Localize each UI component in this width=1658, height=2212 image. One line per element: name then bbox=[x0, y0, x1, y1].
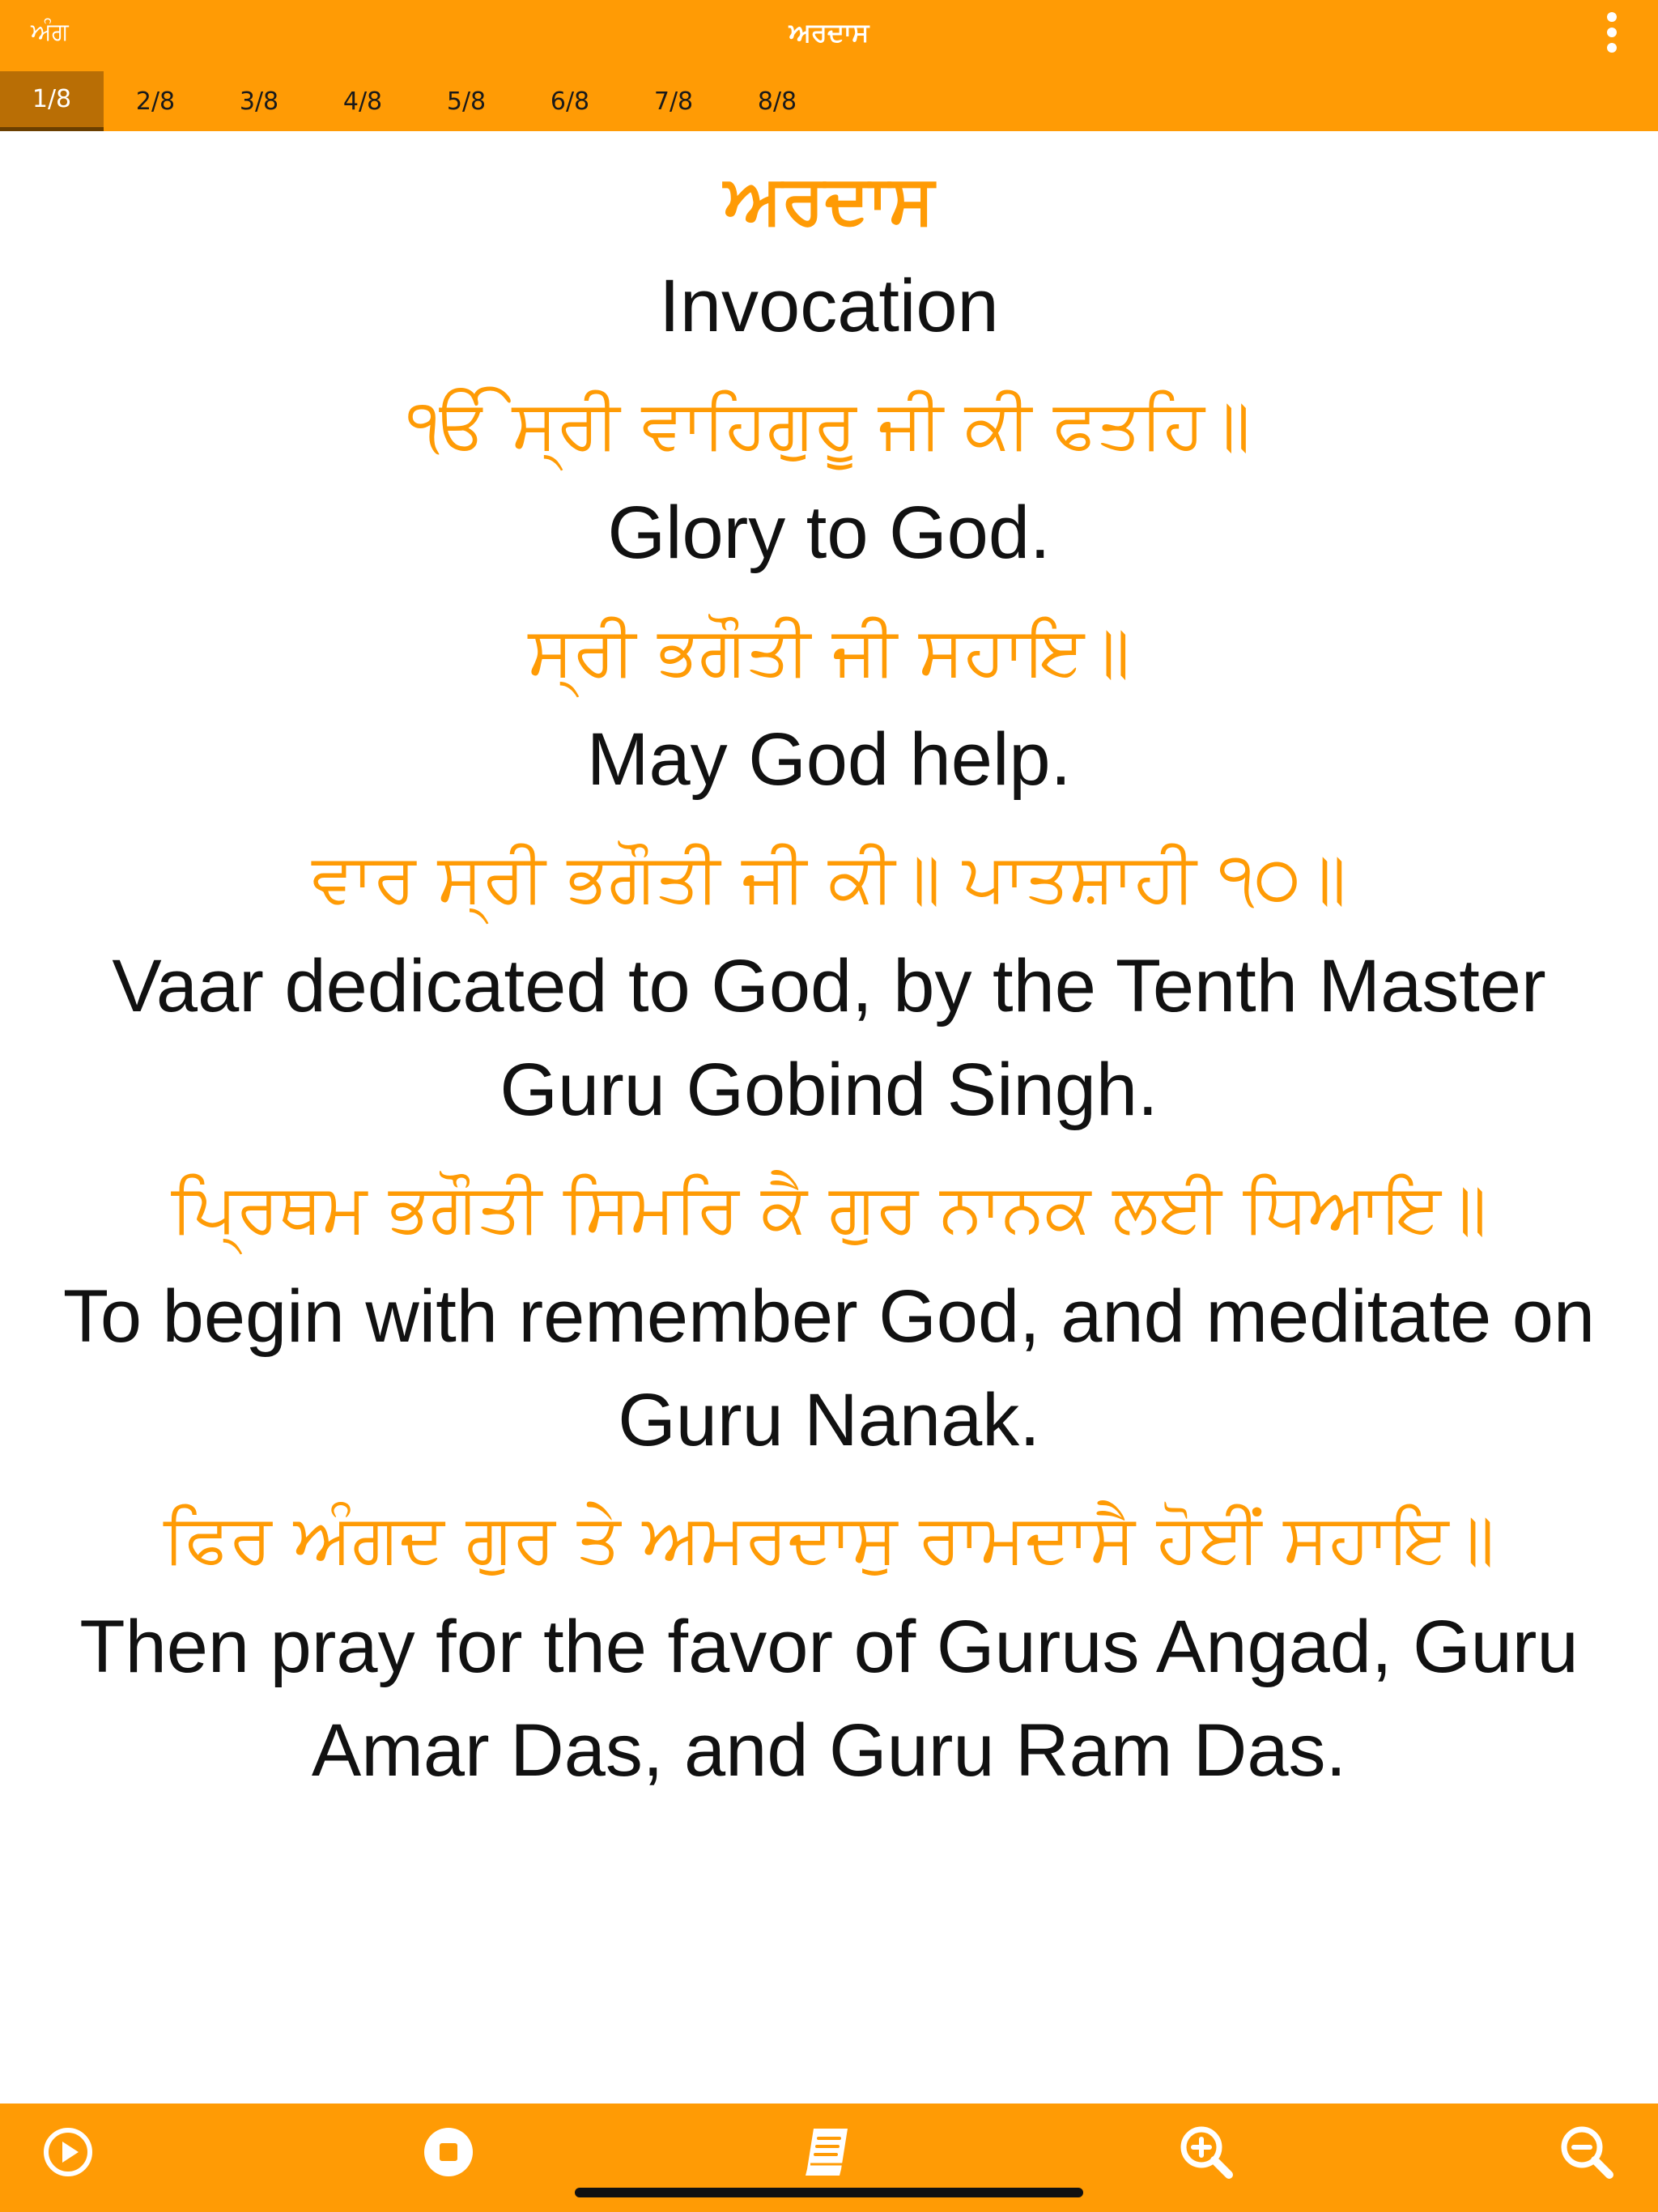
top-app-bar bbox=[0, 0, 1658, 71]
page-tabs bbox=[0, 71, 1658, 131]
zoom-out-icon bbox=[1558, 2123, 1616, 2181]
gurmukhi-line: ਸ੍ਰੀ ਭਗੌਤੀ ਜੀ ਸਹਾਇ॥ bbox=[528, 611, 1130, 691]
menu-dot bbox=[1607, 12, 1617, 22]
home-indicator[interactable] bbox=[575, 2188, 1083, 2197]
english-line: Vaar dedicated to God, by the Tenth Master Guru Gobind Singh. bbox=[112, 945, 1546, 1131]
book-button[interactable] bbox=[795, 2120, 860, 2184]
zoom-in-button[interactable] bbox=[1174, 2120, 1239, 2184]
english-line: May God help. bbox=[586, 718, 1072, 801]
prayer-heading: ਅਰਦਾਸ bbox=[724, 160, 934, 239]
gurmukhi-line: ੴ ਸ੍ਰੀ ਵਾਹਿਗੁਰੂ ਜੀ ਕੀ ਫਤਹਿ॥ bbox=[407, 385, 1251, 464]
tab-1[interactable]: 1/8 bbox=[0, 71, 104, 131]
zoom-out-button[interactable] bbox=[1554, 2120, 1619, 2184]
page-title: ਅਰਦਾਸ bbox=[789, 17, 869, 48]
prayer-content[interactable] bbox=[0, 131, 1658, 2104]
tab-6[interactable]: 6/8 bbox=[550, 87, 590, 116]
tab-2[interactable]: 2/8 bbox=[135, 87, 176, 116]
gurmukhi-line: ਵਾਰ ਸ੍ਰੀ ਭਗੌਤੀ ਜੀ ਕੀ॥ ਪਾਤਸ਼ਾਹੀ ੧੦॥ bbox=[312, 838, 1346, 917]
more-vert-icon[interactable] bbox=[1598, 8, 1626, 57]
ang-button[interactable]: ਅੰਗ bbox=[31, 18, 69, 46]
english-line: To begin with remember God, and meditate on Guru Nanak. bbox=[62, 1275, 1596, 1461]
menu-dot bbox=[1607, 43, 1617, 53]
gurmukhi-line: ਫਿਰ ਅੰਗਦ ਗੁਰ ਤੇ ਅਮਰਦਾਸੁ ਰਾਮਦਾਸੈ ਹੋਈਂ ਸਹਾਇ॥ bbox=[163, 1499, 1495, 1578]
english-line: Glory to God. bbox=[607, 491, 1051, 574]
english-line: Then pray for the favor of Gurus Angad, Guru Amar Das, and Guru Ram Das. bbox=[79, 1606, 1579, 1792]
play-icon bbox=[41, 2125, 95, 2179]
english-line: Invocation bbox=[659, 265, 999, 347]
tab-8[interactable]: 8/8 bbox=[757, 87, 797, 116]
gurmukhi-line: ਪ੍ਰਿਥਮ ਭਗੌਤੀ ਸਿਮਰਿ ਕੈ ਗੁਰ ਨਾਨਕ ਲਈ ਧਿਆਇ॥ bbox=[171, 1168, 1487, 1248]
tab-3[interactable]: 3/8 bbox=[239, 87, 279, 116]
tab-7[interactable]: 7/8 bbox=[653, 87, 694, 116]
book-icon bbox=[797, 2124, 857, 2180]
play-button[interactable] bbox=[36, 2120, 100, 2184]
stop-icon bbox=[422, 2125, 475, 2179]
stop-button[interactable] bbox=[416, 2120, 481, 2184]
tab-4[interactable]: 4/8 bbox=[342, 87, 383, 116]
menu-dot bbox=[1607, 28, 1617, 37]
zoom-in-icon bbox=[1177, 2123, 1235, 2181]
tab-5[interactable]: 5/8 bbox=[446, 87, 487, 116]
